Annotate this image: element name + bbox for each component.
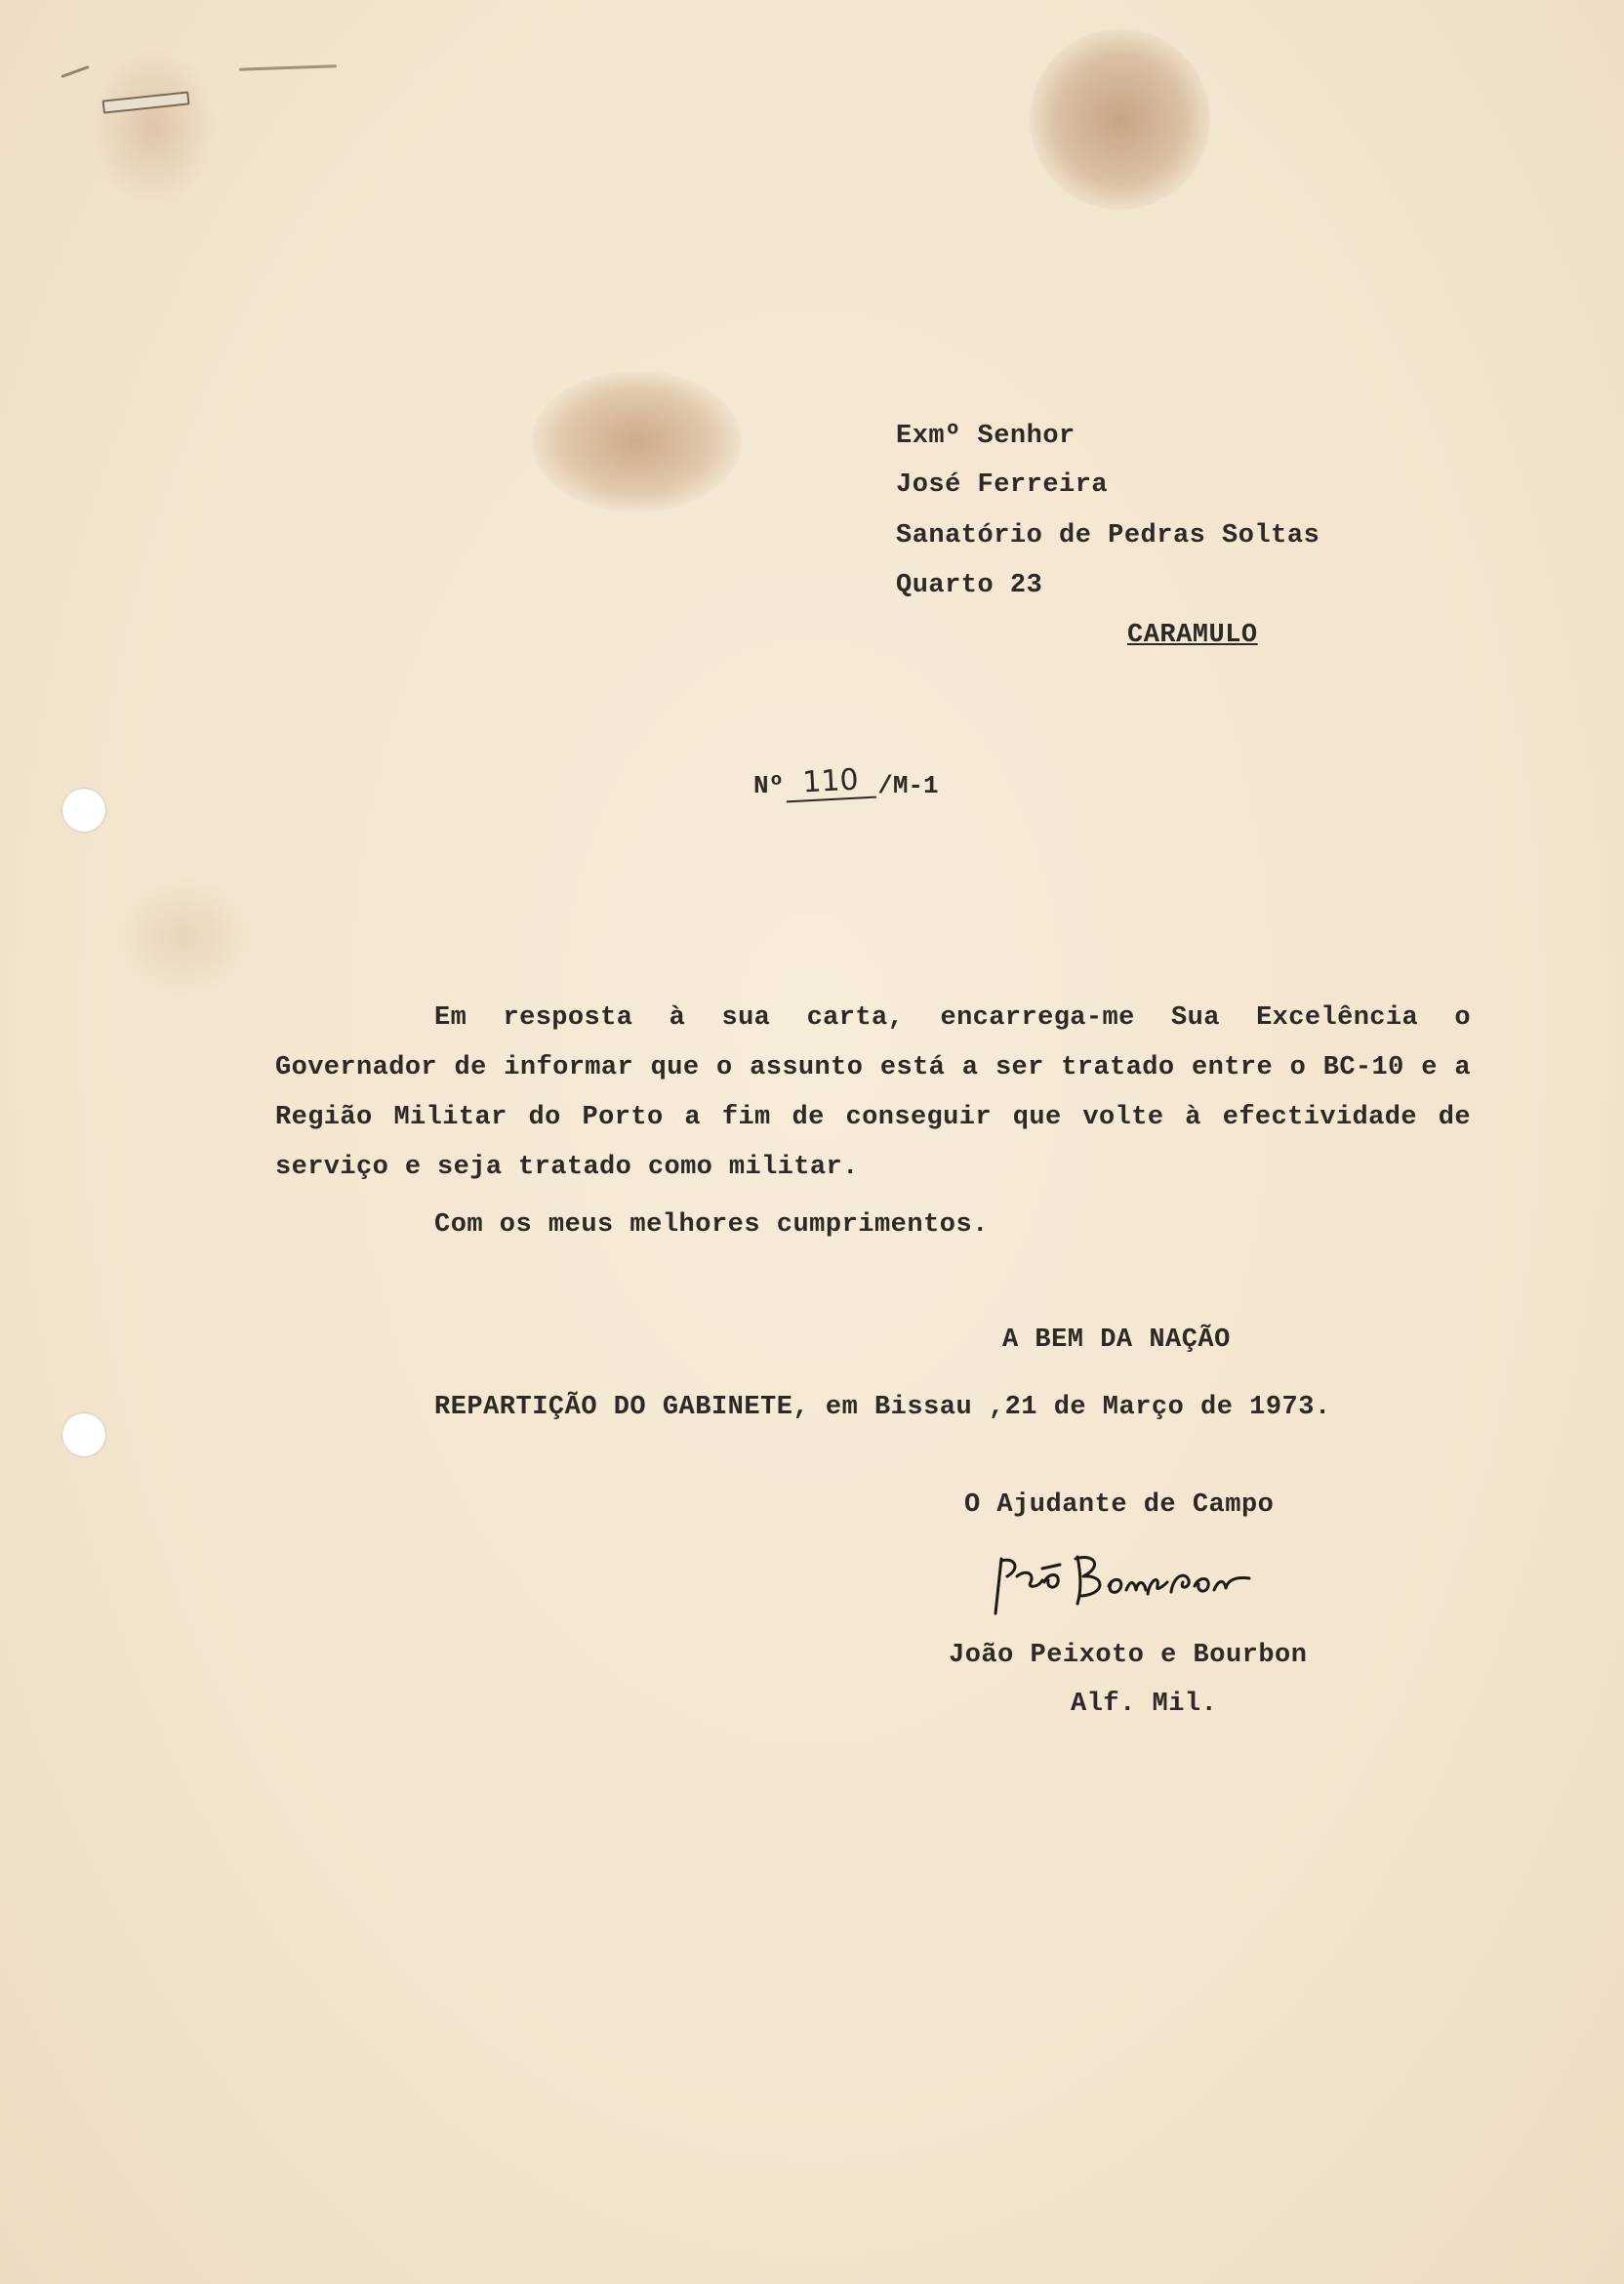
reference-handwritten-number: 110 <box>785 763 876 803</box>
paper-stain <box>1030 29 1210 210</box>
closing-line: Com os meus melhores cumprimentos. <box>434 1210 989 1240</box>
recipient-room: Quarto 23 <box>896 571 1043 600</box>
signatory-rank: Alf. Mil. <box>1071 1690 1218 1719</box>
motto: A BEM DA NAÇÃO <box>1002 1326 1231 1355</box>
recipient-city: CARAMULO <box>1127 621 1258 650</box>
letter-body <box>275 994 1471 1193</box>
signatory-name: João Peixoto e Bourbon <box>949 1641 1308 1670</box>
reference-number <box>753 762 939 800</box>
paper-mark <box>61 65 89 78</box>
paper-mark <box>239 64 337 70</box>
paper-stain <box>93 49 215 205</box>
body-paragraph: Em resposta à sua carta, encarrega-me Sua Excelência o Governador de informar que o assunto está a ser tratado entre o BC-10 e a Região Militar do Porto a fim de conseguir que volte à efectividade de serviço e seja tratado como militar. <box>275 1003 1471 1182</box>
recipient-name: José Ferreira <box>896 470 1109 500</box>
signatory-role: O Ajudante de Campo <box>964 1490 1275 1520</box>
place-date-line: REPARTIÇÃO DO GABINETE, em Bissau ,21 de Março de 1973. <box>434 1393 1331 1422</box>
reference-suffix: /M-1 <box>877 771 939 800</box>
reference-prefix: Nº <box>753 771 785 800</box>
paper-stain <box>532 371 742 512</box>
staple-mark <box>102 91 190 113</box>
recipient-salutation: Exmº Senhor <box>896 422 1076 451</box>
punch-hole <box>62 789 105 832</box>
handwritten-signature <box>988 1547 1261 1620</box>
paper-stain <box>117 878 254 996</box>
punch-hole <box>62 1413 105 1456</box>
recipient-institution: Sanatório de Pedras Soltas <box>896 521 1320 551</box>
